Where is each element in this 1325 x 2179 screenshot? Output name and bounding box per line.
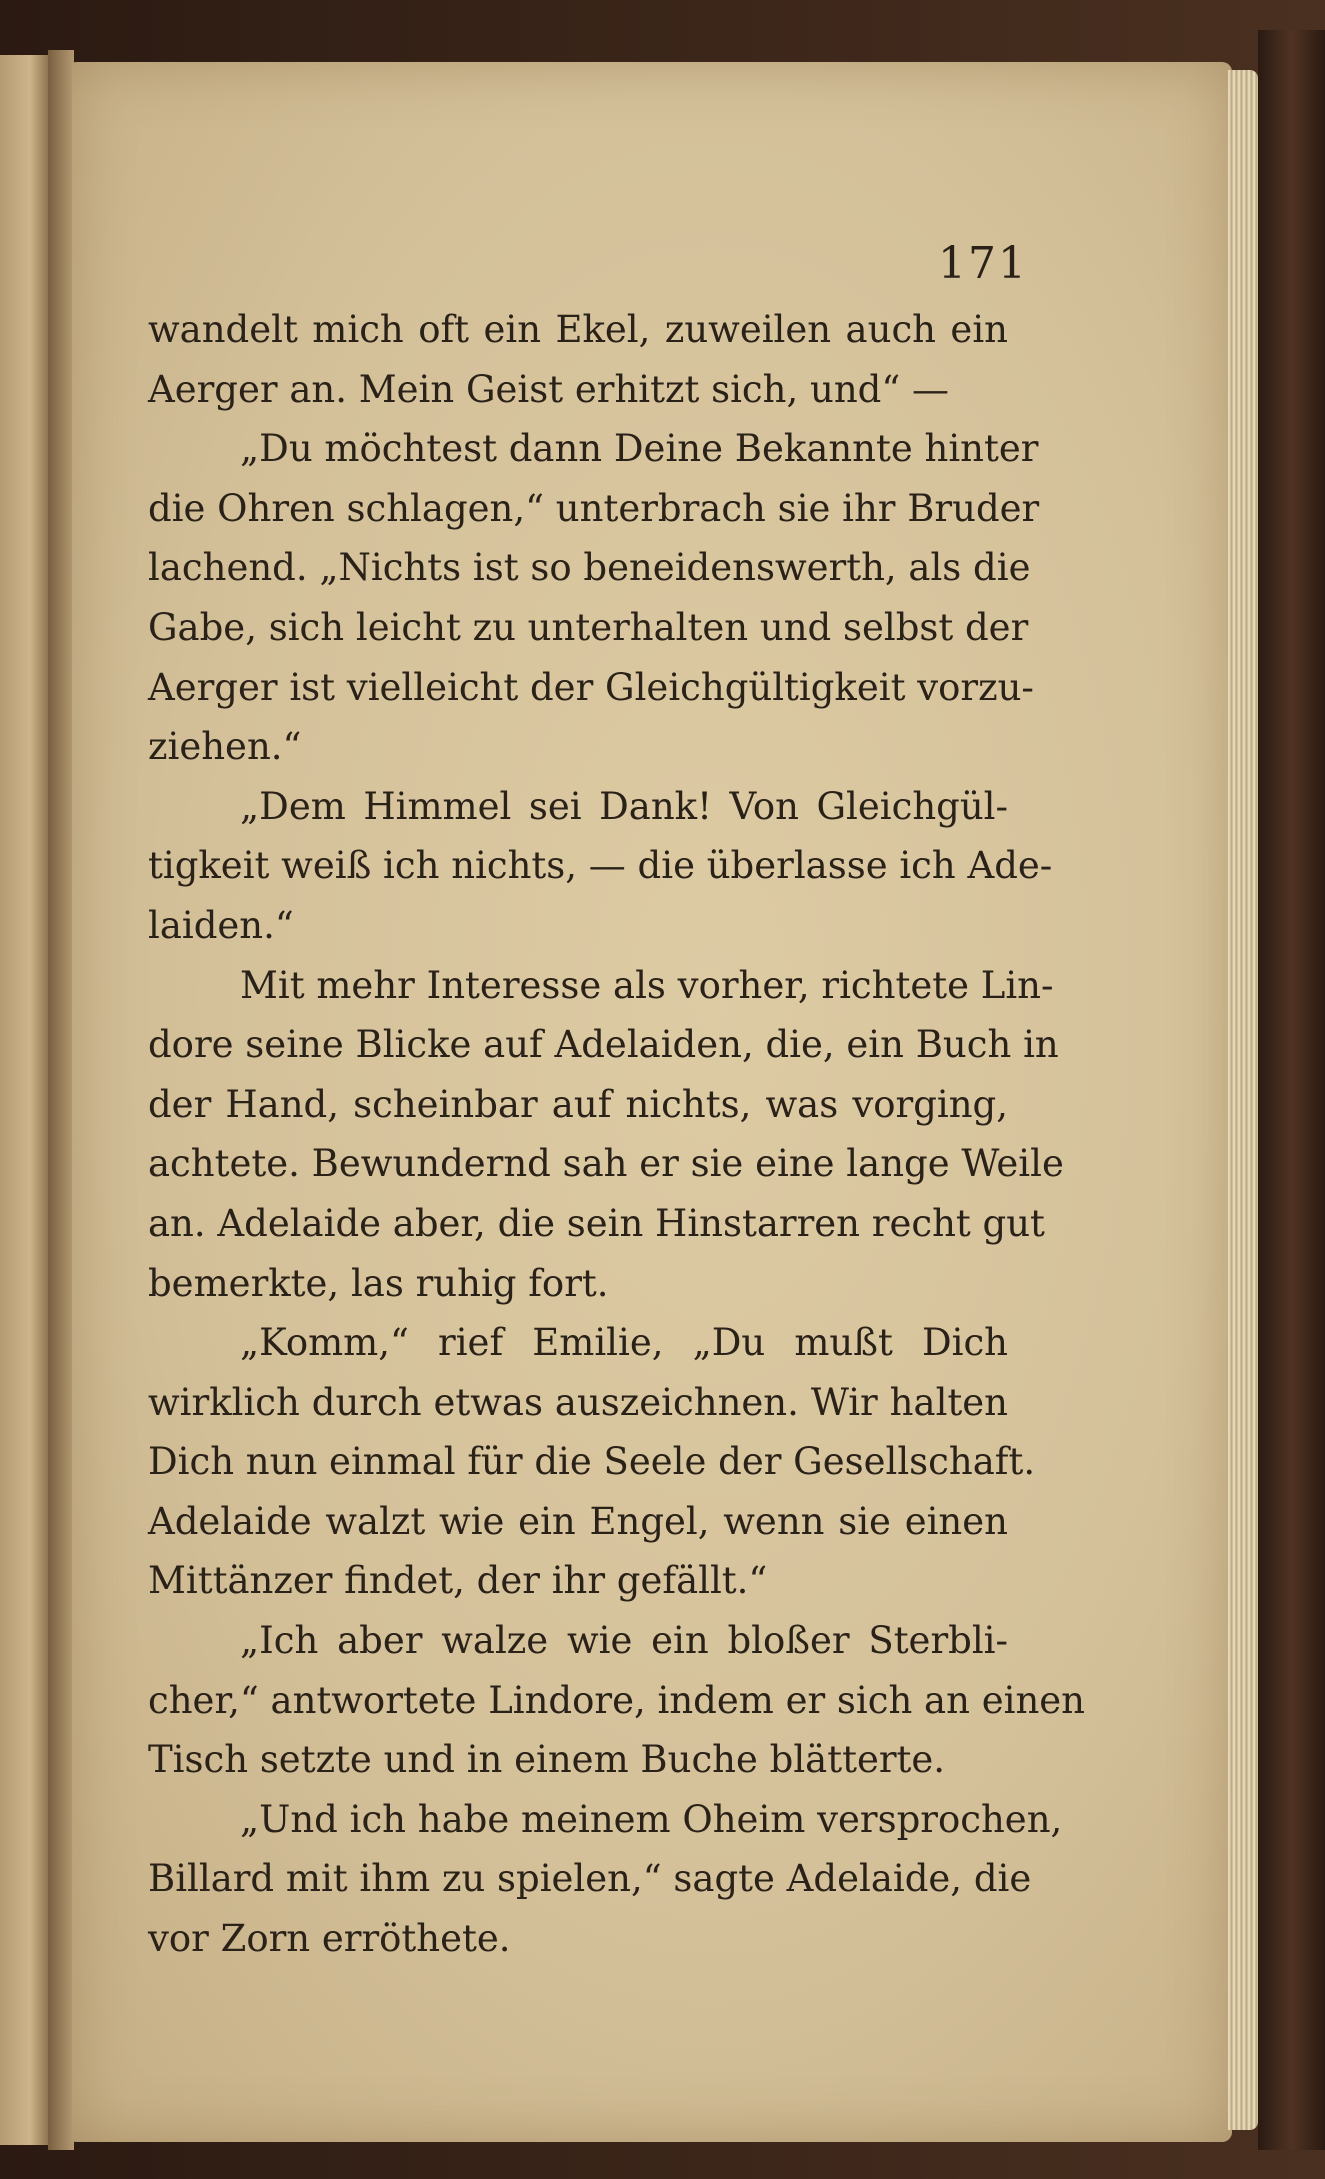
text-line: Mit mehr Interesse als vorher, richtete Lin-: [240, 963, 1054, 1007]
text-line: Aerger ist vielleicht der Gleichgültigkeit vorzu-: [148, 665, 1034, 709]
text-line: der Hand, scheinbar auf nichts, was vorging,: [148, 1082, 1008, 1126]
text-line: wandelt mich oft ein Ekel, zuweilen auch ein: [148, 308, 1008, 351]
page-stack-edge: [1228, 70, 1258, 2130]
body-text: [148, 300, 1085, 1969]
text-line: Tisch setzte und in einem Buche blätterte.: [148, 1738, 946, 1782]
text-line: Mittänzer findet, der ihr gefällt.“: [148, 1559, 768, 1603]
text-line: „Dem Himmel sei Dank! Von Gleichgül-: [240, 784, 1008, 828]
text-line: Billard mit ihm zu spielen,“ sagte Adelaide, die: [148, 1857, 1032, 1901]
text-line: „Und ich habe meinem Oheim versprochen,: [240, 1797, 1063, 1841]
text-line: Adelaide walzt wie ein Engel, wenn sie einen: [148, 1499, 1008, 1543]
text-line: vor Zorn erröthete.: [148, 1917, 511, 1961]
text-line: „Du möchtest dann Deine Bekannte hinter: [240, 427, 1039, 471]
text-line: laiden.“: [148, 903, 294, 947]
text-line: an. Adelaide aber, die sein Hinstarren recht gut: [148, 1201, 1045, 1245]
book-gutter: [48, 50, 74, 2150]
text-line: Gabe, sich leicht zu unterhalten und selbst der: [148, 605, 1029, 649]
facing-page-edge: [0, 55, 52, 2145]
page-number: 171: [938, 238, 1028, 289]
text-line: dore seine Blicke auf Adelaiden, die, ein Buch in: [148, 1023, 1059, 1067]
text-line: Aerger an. Mein Geist erhitzt sich, und“ —: [148, 367, 950, 411]
text-line: wirklich durch etwas auszeichnen. Wir halten: [148, 1380, 1008, 1424]
text-line: cher,“ antwortete Lindore, indem er sich an einen: [148, 1678, 1085, 1722]
book-cover-edge: [1258, 30, 1325, 2150]
text-line: achtete. Bewundernd sah er sie eine lange Weile: [148, 1142, 1064, 1186]
text-line: bemerkte, las ruhig fort.: [148, 1261, 609, 1305]
text-line: „Ich aber walze wie ein bloßer Sterbli-: [240, 1619, 1008, 1663]
text-line: ziehen.“: [148, 725, 302, 769]
text-line: tigkeit weiß ich nichts, — die überlasse ich Ade-: [148, 844, 1053, 888]
text-line: die Ohren schlagen,“ unterbrach sie ihr Bruder: [148, 486, 1040, 530]
text-line: „Komm,“ rief Emilie, „Du mußt Dich: [240, 1321, 1008, 1365]
text-line: lachend. „Nichts ist so beneidenswerth, als die: [148, 546, 1031, 590]
text-line: Dich nun einmal für die Seele der Gesellschaft.: [148, 1440, 1036, 1484]
